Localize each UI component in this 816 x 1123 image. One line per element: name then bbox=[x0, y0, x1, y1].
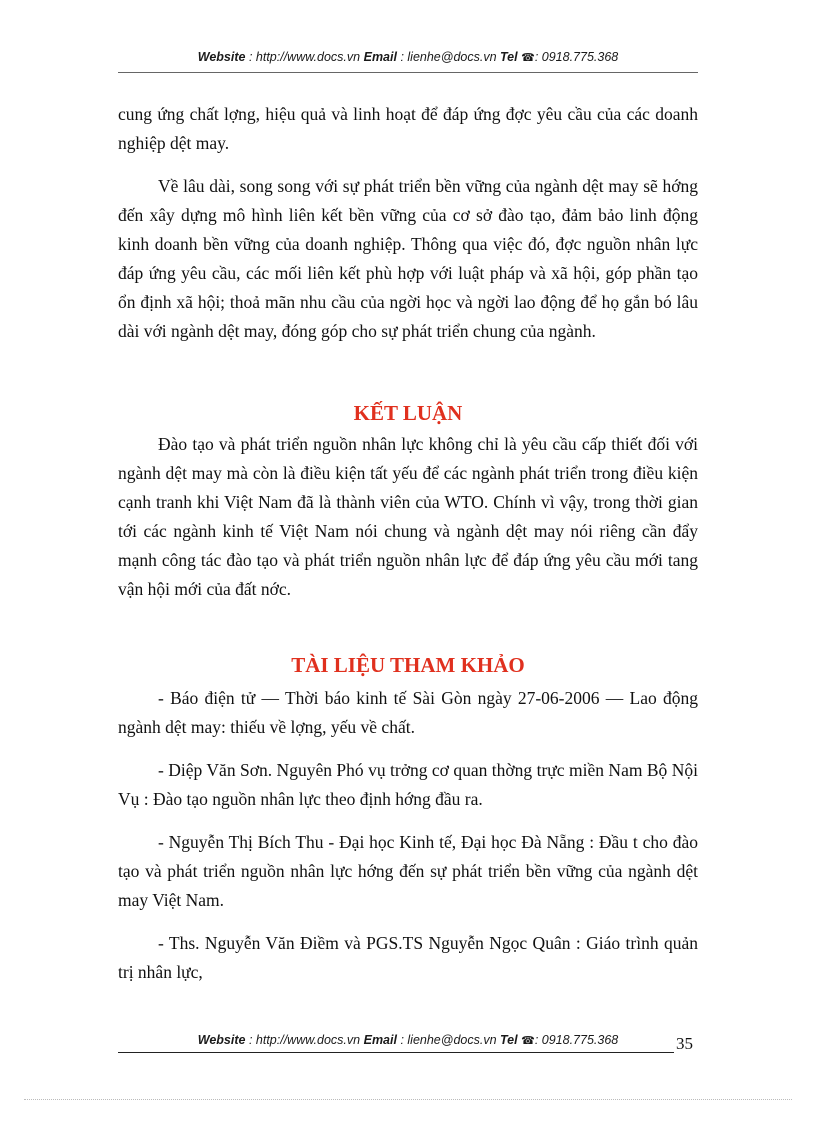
header-website-link[interactable]: : http://www.docs.vn bbox=[248, 50, 361, 64]
reference-item: - Ths. Nguyễn Văn Điềm và PGS.TS Nguyễn Ngọc Quân : Giáo trình quản trị nhân lực, bbox=[118, 933, 698, 982]
reference-item: - Báo điện tử — Thời báo kinh tế Sài Gòn ngày 27-06-2006 — Lao động ngành dệt may: thiếu về lợng, yếu về chất. bbox=[118, 688, 698, 737]
paragraph-long-term: Về lâu dài, song song với sự phát triển bền vững của ngành dệt may sẽ hớng đến xây dựng mô hình liên kết bền vững của cơ sở đào tạo, đảm bảo linh động kinh doanh bền vững của doanh nghiệp. Thông qua việc đó, đợc nguồn nhân lực đáp ứng yêu cầu, các mối liên kết phù hợp với luật pháp và xã hội, góp phần tạo ổn định xã hội; thoả mãn nhu cầu của ngời học và ngời lao động để họ gắn bó lâu dài với ngành dệt may, đóng góp cho sự phát triển chung của ngành. bbox=[118, 176, 698, 341]
page-header bbox=[118, 50, 698, 64]
footer-tel-value: : 0918.775.368 bbox=[534, 1033, 619, 1047]
footer-website-label: Website bbox=[197, 1033, 246, 1047]
page-edge-dotted-line bbox=[24, 1099, 792, 1100]
document-body bbox=[118, 100, 698, 1001]
footer-website-link[interactable]: : http://www.docs.vn bbox=[248, 1033, 361, 1047]
header-website-label: Website bbox=[197, 50, 246, 64]
footer-email-label: Email bbox=[363, 1033, 397, 1047]
conclusion-heading: KẾT LUẬN bbox=[353, 401, 463, 425]
footer-tel-label: Tel bbox=[500, 1033, 518, 1047]
references-heading: TÀI LIỆU THAM KHẢO bbox=[291, 653, 525, 677]
conclusion-paragraph: Đào tạo và phát triển nguồn nhân lực không chỉ là yêu cầu cấp thiết đối với ngành dệt may mà còn là điều kiện tất yếu để các ngành phát triển trong điều kiện cạnh tranh khi Việt Nam đã là thành viên của WTO. Chính vì vậy, trong thời gian tới các ngành kinh tế Việt Nam nói chung và ngành dệt may nói riêng cần đẩy mạnh công tác đào tạo và phát triển nguồn nhân lực để đáp ứng yêu cầu mới tang vận hội mới của đất nớc. bbox=[118, 434, 698, 599]
header-email-link[interactable]: : lienhe@docs.vn bbox=[400, 50, 497, 64]
paragraph-continuation: cung ứng chất lợng, hiệu quả và linh hoạt để đáp ứng đợc yêu cầu của các doanh nghiệp dệt may. bbox=[118, 104, 698, 153]
header-email-label: Email bbox=[363, 50, 397, 64]
footer-divider bbox=[118, 1052, 674, 1053]
phone-icon: ☎ bbox=[521, 1035, 535, 1047]
page-footer bbox=[118, 1033, 698, 1047]
page-number: 35 bbox=[676, 1034, 693, 1053]
footer-email-link[interactable]: : lienhe@docs.vn bbox=[400, 1033, 497, 1047]
header-divider bbox=[118, 72, 698, 73]
reference-item: - Diệp Văn Sơn. Nguyên Phó vụ trởng cơ quan thờng trực miền Nam Bộ Nội Vụ : Đào tạo nguồn nhân lực theo định hớng đầu ra. bbox=[118, 760, 698, 809]
phone-icon: ☎ bbox=[521, 52, 535, 64]
header-tel-value: : 0918.775.368 bbox=[534, 50, 619, 64]
header-tel-label: Tel bbox=[500, 50, 518, 64]
reference-item: - Nguyễn Thị Bích Thu - Đại học Kinh tế, Đại học Đà Nẵng : Đầu t cho đào tạo và phát triển nguồn nhân lực hớng đến sự phát triển bền vững của ngành dệt may Việt Nam. bbox=[118, 832, 698, 910]
